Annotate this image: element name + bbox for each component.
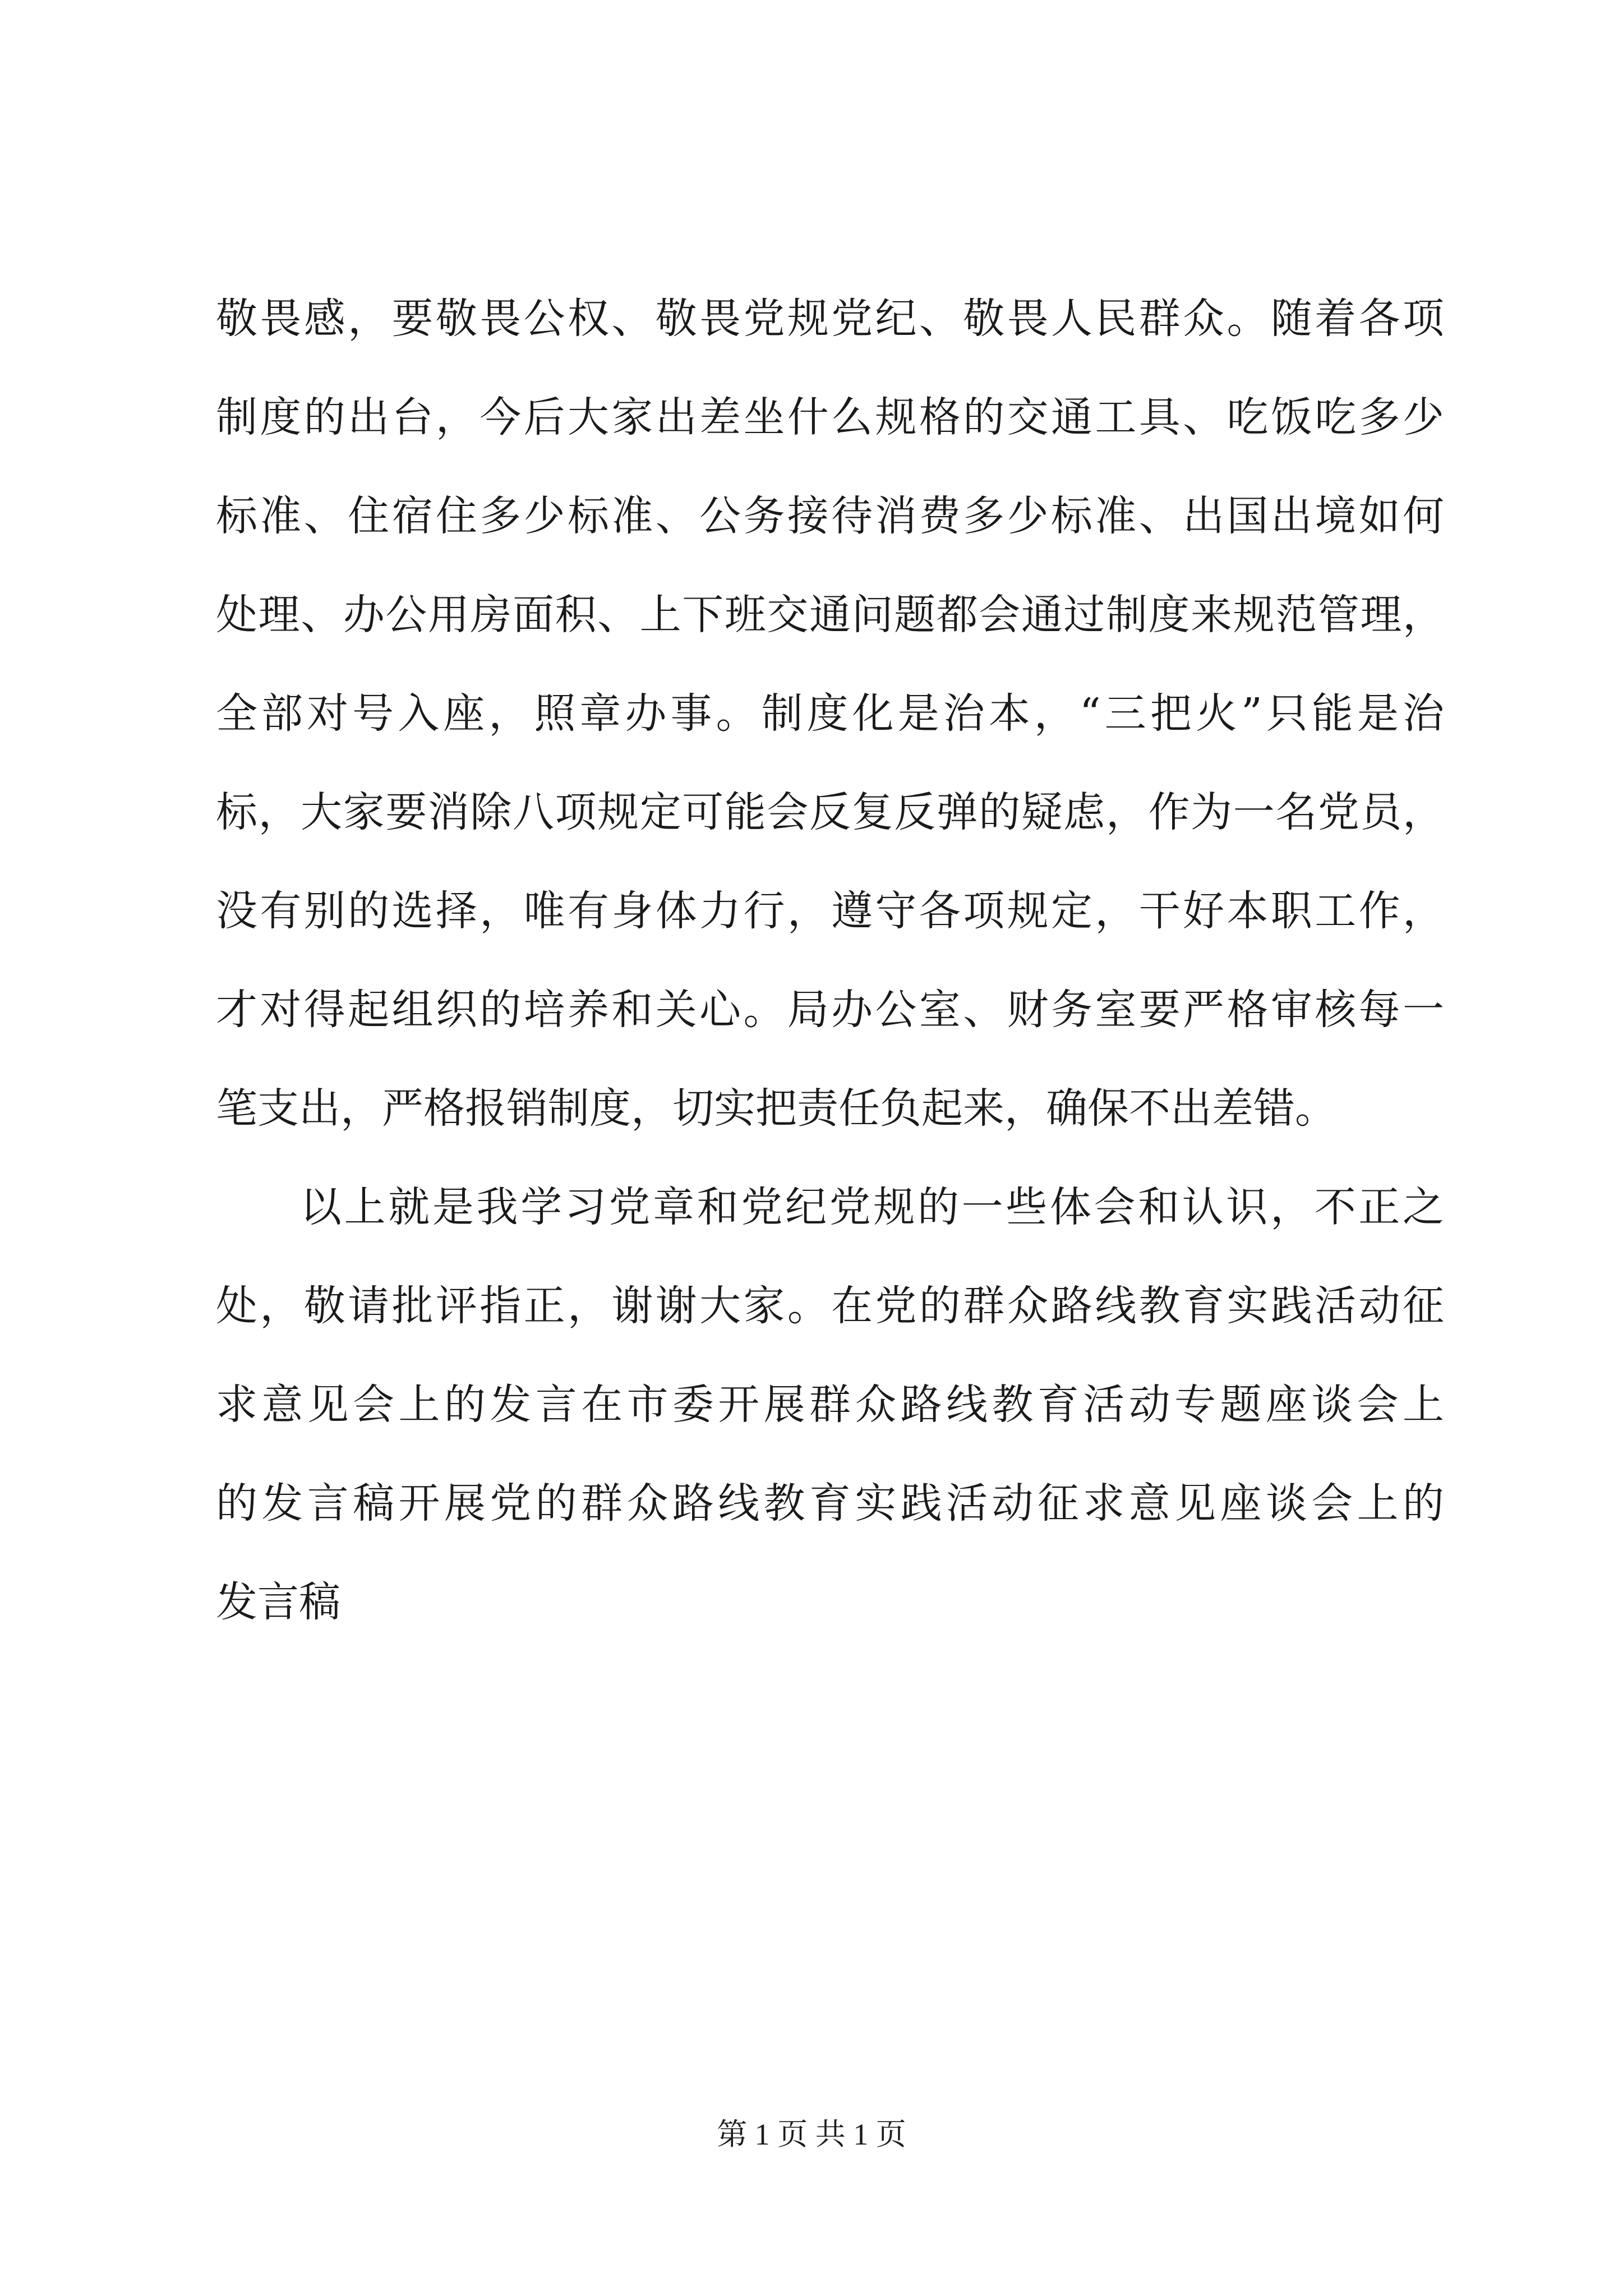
text-line: 标，大家要消除八项规定可能会反复反弹的疑虑，作为一名党员， (216, 788, 1444, 836)
text-line: 敬畏感，要敬畏公权、敬畏党规党纪、敬畏人民群众。随着各项 (216, 295, 1444, 343)
text-line: 笔支出，严格报销制度，切实把责任负起来，确保不出差错。 (216, 1084, 1336, 1133)
text-line: 发言稿 (216, 1578, 340, 1626)
text-line: 制度的出台，今后大家出差坐什么规格的交通工具、吃饭吃多少 (216, 393, 1444, 441)
text-line: 处理、办公用房面积、上下班交通问题都会通过制度来规范管理， (216, 591, 1444, 639)
text-line: 处，敬请批评指正，谢谢大家。在党的群众路线教育实践活动征 (216, 1282, 1444, 1330)
page-number-footer: 第 1 页 共 1 页 (717, 2118, 906, 2151)
text-line: 的发言稿开展党的群众路线教育实践活动征求意见座谈会上的 (216, 1479, 1444, 1527)
text-line: 求意见会上的发言在市委开展群众路线教育活动专题座谈会上 (216, 1381, 1444, 1429)
paragraph-first-line: 以上就是我学习党章和党纪党规的一些体会和认识，不正之 (300, 1183, 1444, 1231)
text-line: 才对得起组织的培养和关心。局办公室、财务室要严格审核每一 (216, 986, 1444, 1034)
document-body (216, 269, 1444, 1651)
text-line: 没有别的选择，唯有身体力行，遵守各项规定，干好本职工作， (216, 887, 1444, 935)
text-line: 全部对号入座，照章办事。制度化是治本，“三把火”只能是治 (216, 689, 1444, 738)
text-line: 标准、住宿住多少标准、公务接待消费多少标准、出国出境如何 (216, 492, 1444, 540)
